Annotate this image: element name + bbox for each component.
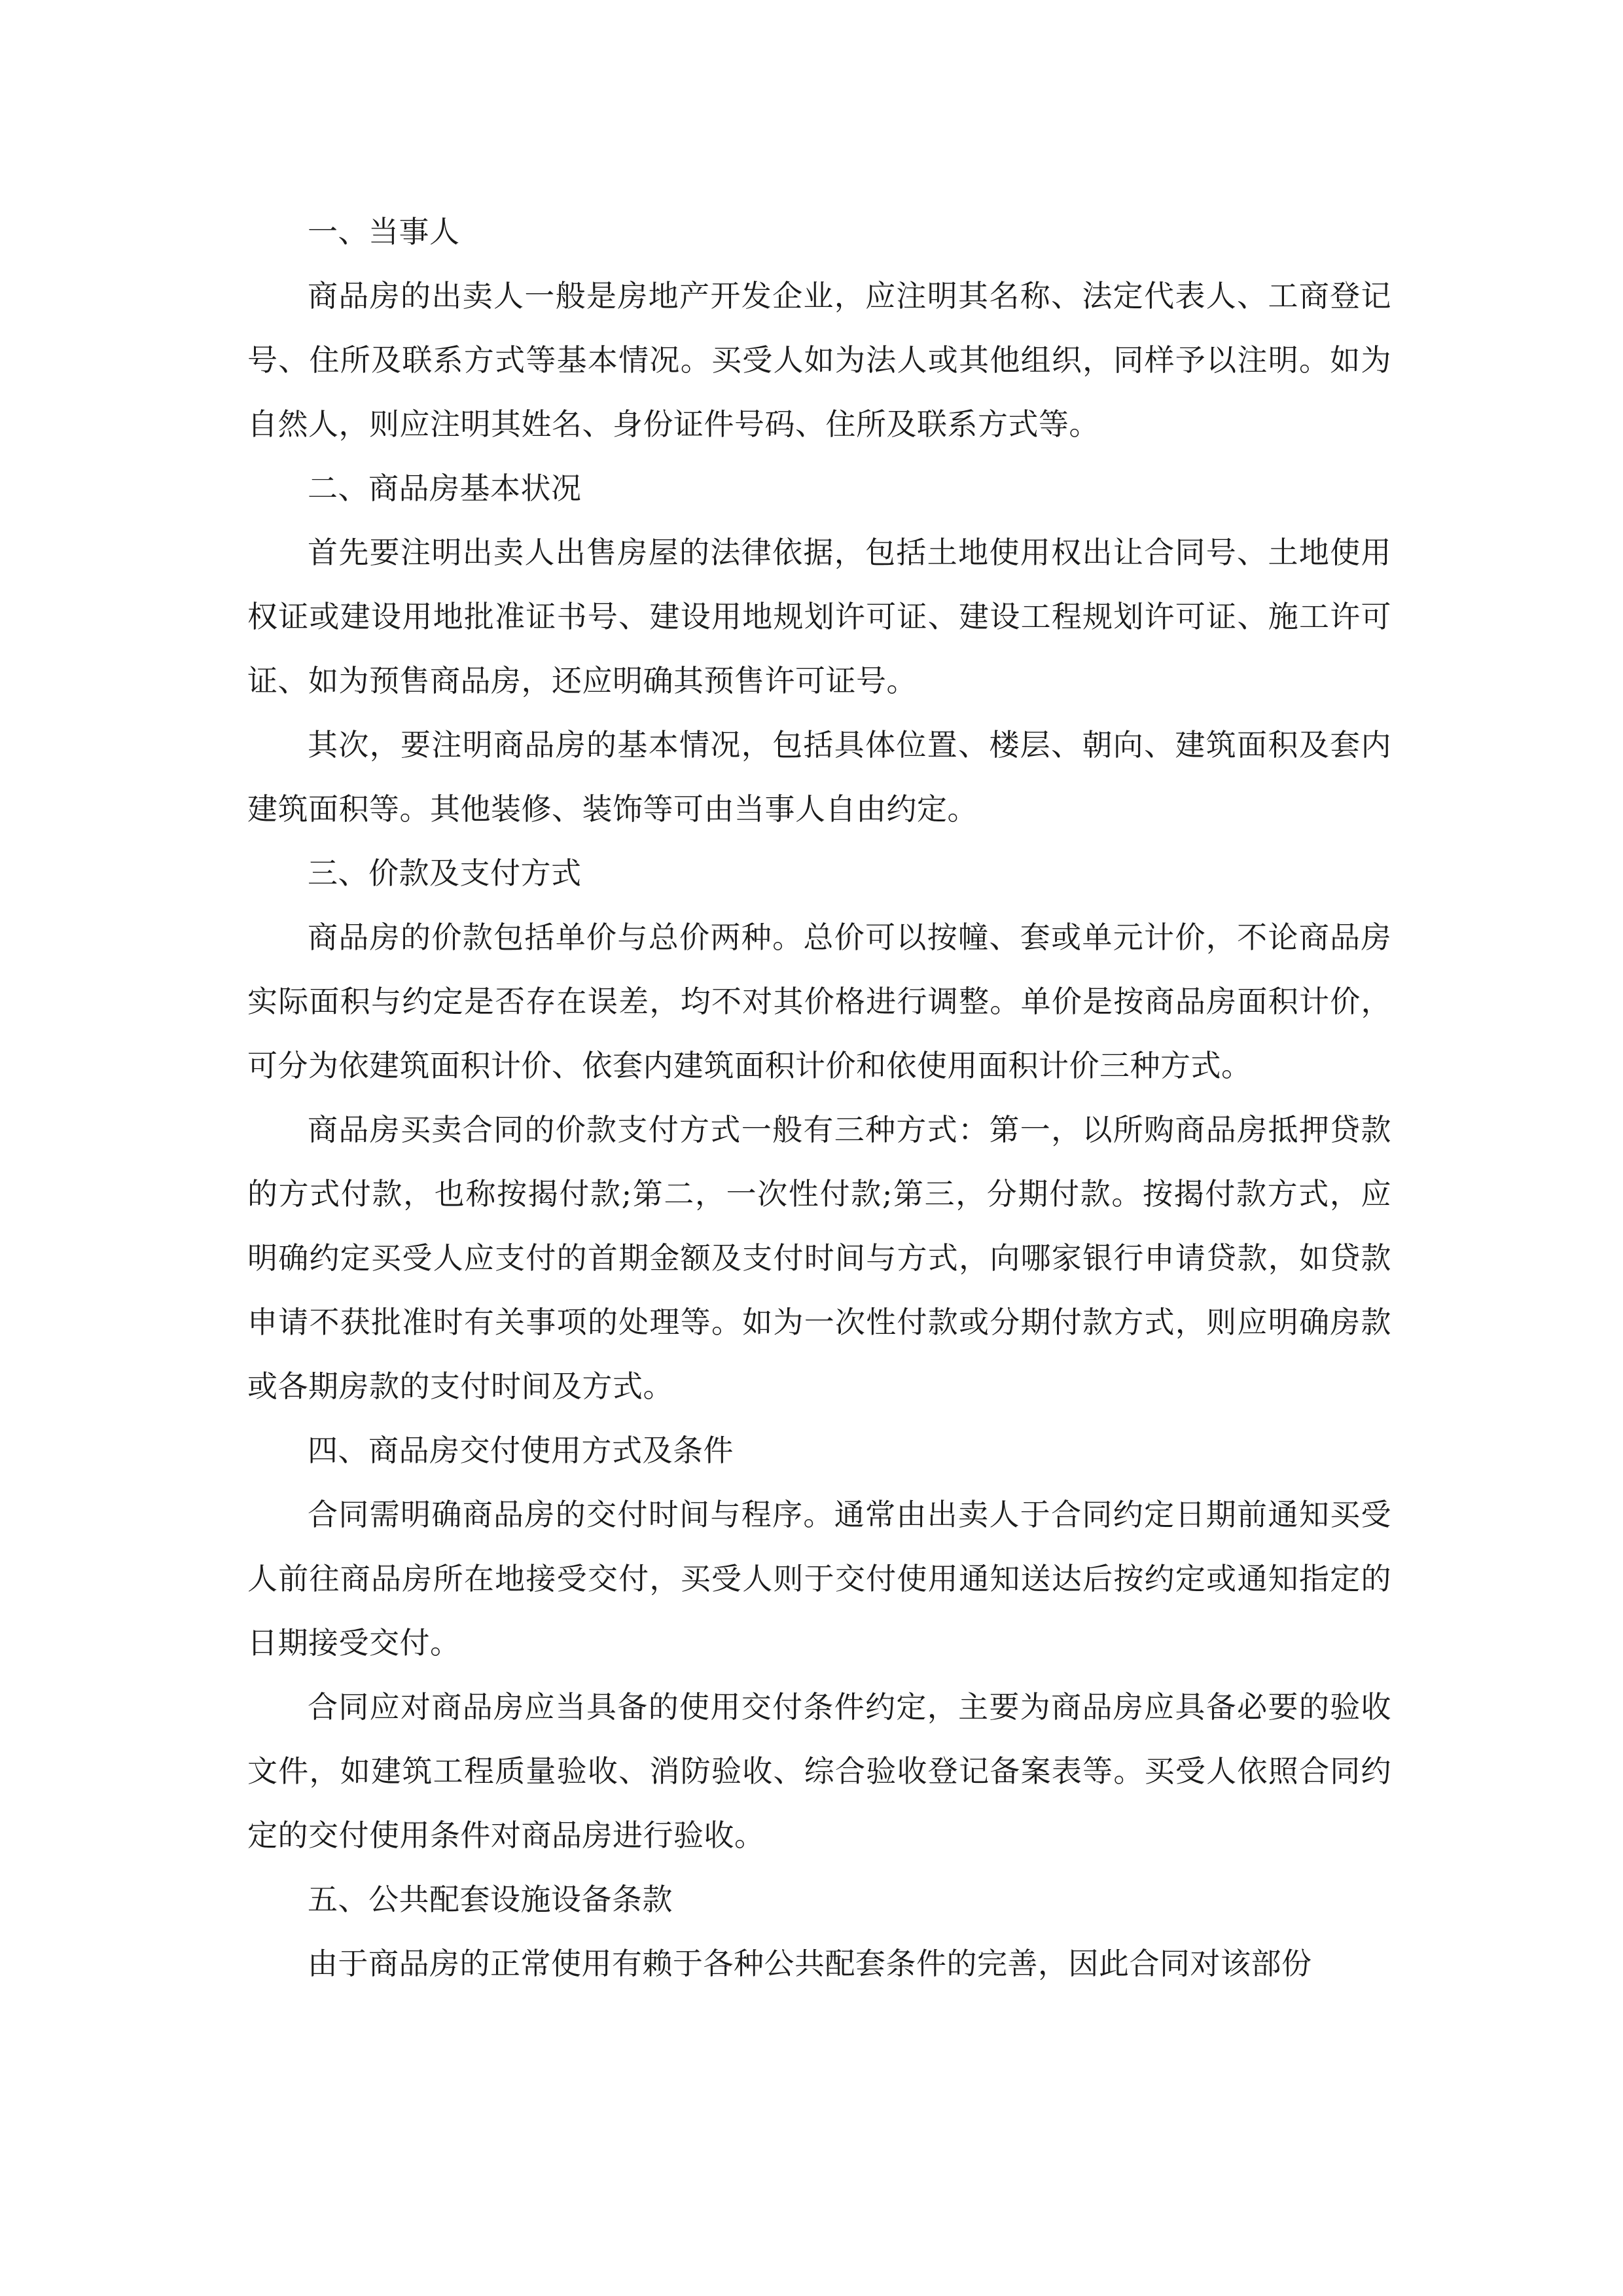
paragraph-price-types: 商品房的价款包括单价与总价两种。总价可以按幢、套或单元计价，不论商品房实际面积与约定是否存在误差，均不对其价格进行调整。单价是按商品房面积计价，可分为依建筑面积计价、依套内建筑面积计价和依使用面积计价三种方式。: [247, 920, 1391, 1083]
section-heading-price-payment: 三、价款及支付方式: [308, 855, 582, 891]
paragraph-delivery-conditions: 合同应对商品房应当具备的使用交付条件约定，主要为商品房应具备必要的验收文件，如建筑工程质量验收、消防验收、综合验收登记备案表等。买受人依照合同约定的交付使用条件对商品房进行验收。: [247, 1689, 1391, 1853]
document-body: [247, 200, 1391, 1996]
paragraph-legal-basis: 首先要注明出卖人出售房屋的法律依据，包括土地使用权出让合同号、土地使用权证或建设用地批准证书号、建设用地规划许可证、建设工程规划许可证、施工许可证、如为预售商品房，还应明确其预售许可证号。: [247, 535, 1391, 698]
section-heading-public-facilities: 五、公共配套设施设备条款: [308, 1882, 673, 1917]
paragraph-payment-methods: 商品房买卖合同的价款支付方式一般有三种方式：第一，以所购商品房抵押贷款的方式付款，也称按揭付款;第二，一次性付款;第三，分期付款。按揭付款方式，应明确约定买受人应支付的首期金额及支付时间与方式，向哪家银行申请贷款，如贷款申请不获批准时有关事项的处理等。如为一次性付款或分期付款方式，则应明确房款或各期房款的支付时间及方式。: [247, 1112, 1391, 1404]
paragraph-delivery-time: 合同需明确商品房的交付时间与程序。通常由出卖人于合同约定日期前通知买受人前往商品房所在地接受交付，买受人则于交付使用通知送达后按约定或通知指定的日期接受交付。: [247, 1497, 1391, 1660]
paragraph-public-facilities: 由于商品房的正常使用有赖于各种公共配套条件的完善，因此合同对该部份: [308, 1946, 1312, 1981]
paragraph-basic-info: 其次，要注明商品房的基本情况，包括具体位置、楼层、朝向、建筑面积及套内建筑面积等。其他装修、装饰等可由当事人自由约定。: [247, 727, 1391, 827]
section-heading-basic-status: 二、商品房基本状况: [308, 471, 582, 506]
section-heading-parties: 一、当事人: [308, 214, 460, 249]
section-heading-delivery: 四、商品房交付使用方式及条件: [308, 1433, 734, 1468]
paragraph-parties: 商品房的出卖人一般是房地产开发企业，应注明其名称、法定代表人、工商登记号、住所及联系方式等基本情况。买受人如为法人或其他组织，同样予以注明。如为自然人，则应注明其姓名、身份证件号码、住所及联系方式等。: [247, 278, 1391, 442]
